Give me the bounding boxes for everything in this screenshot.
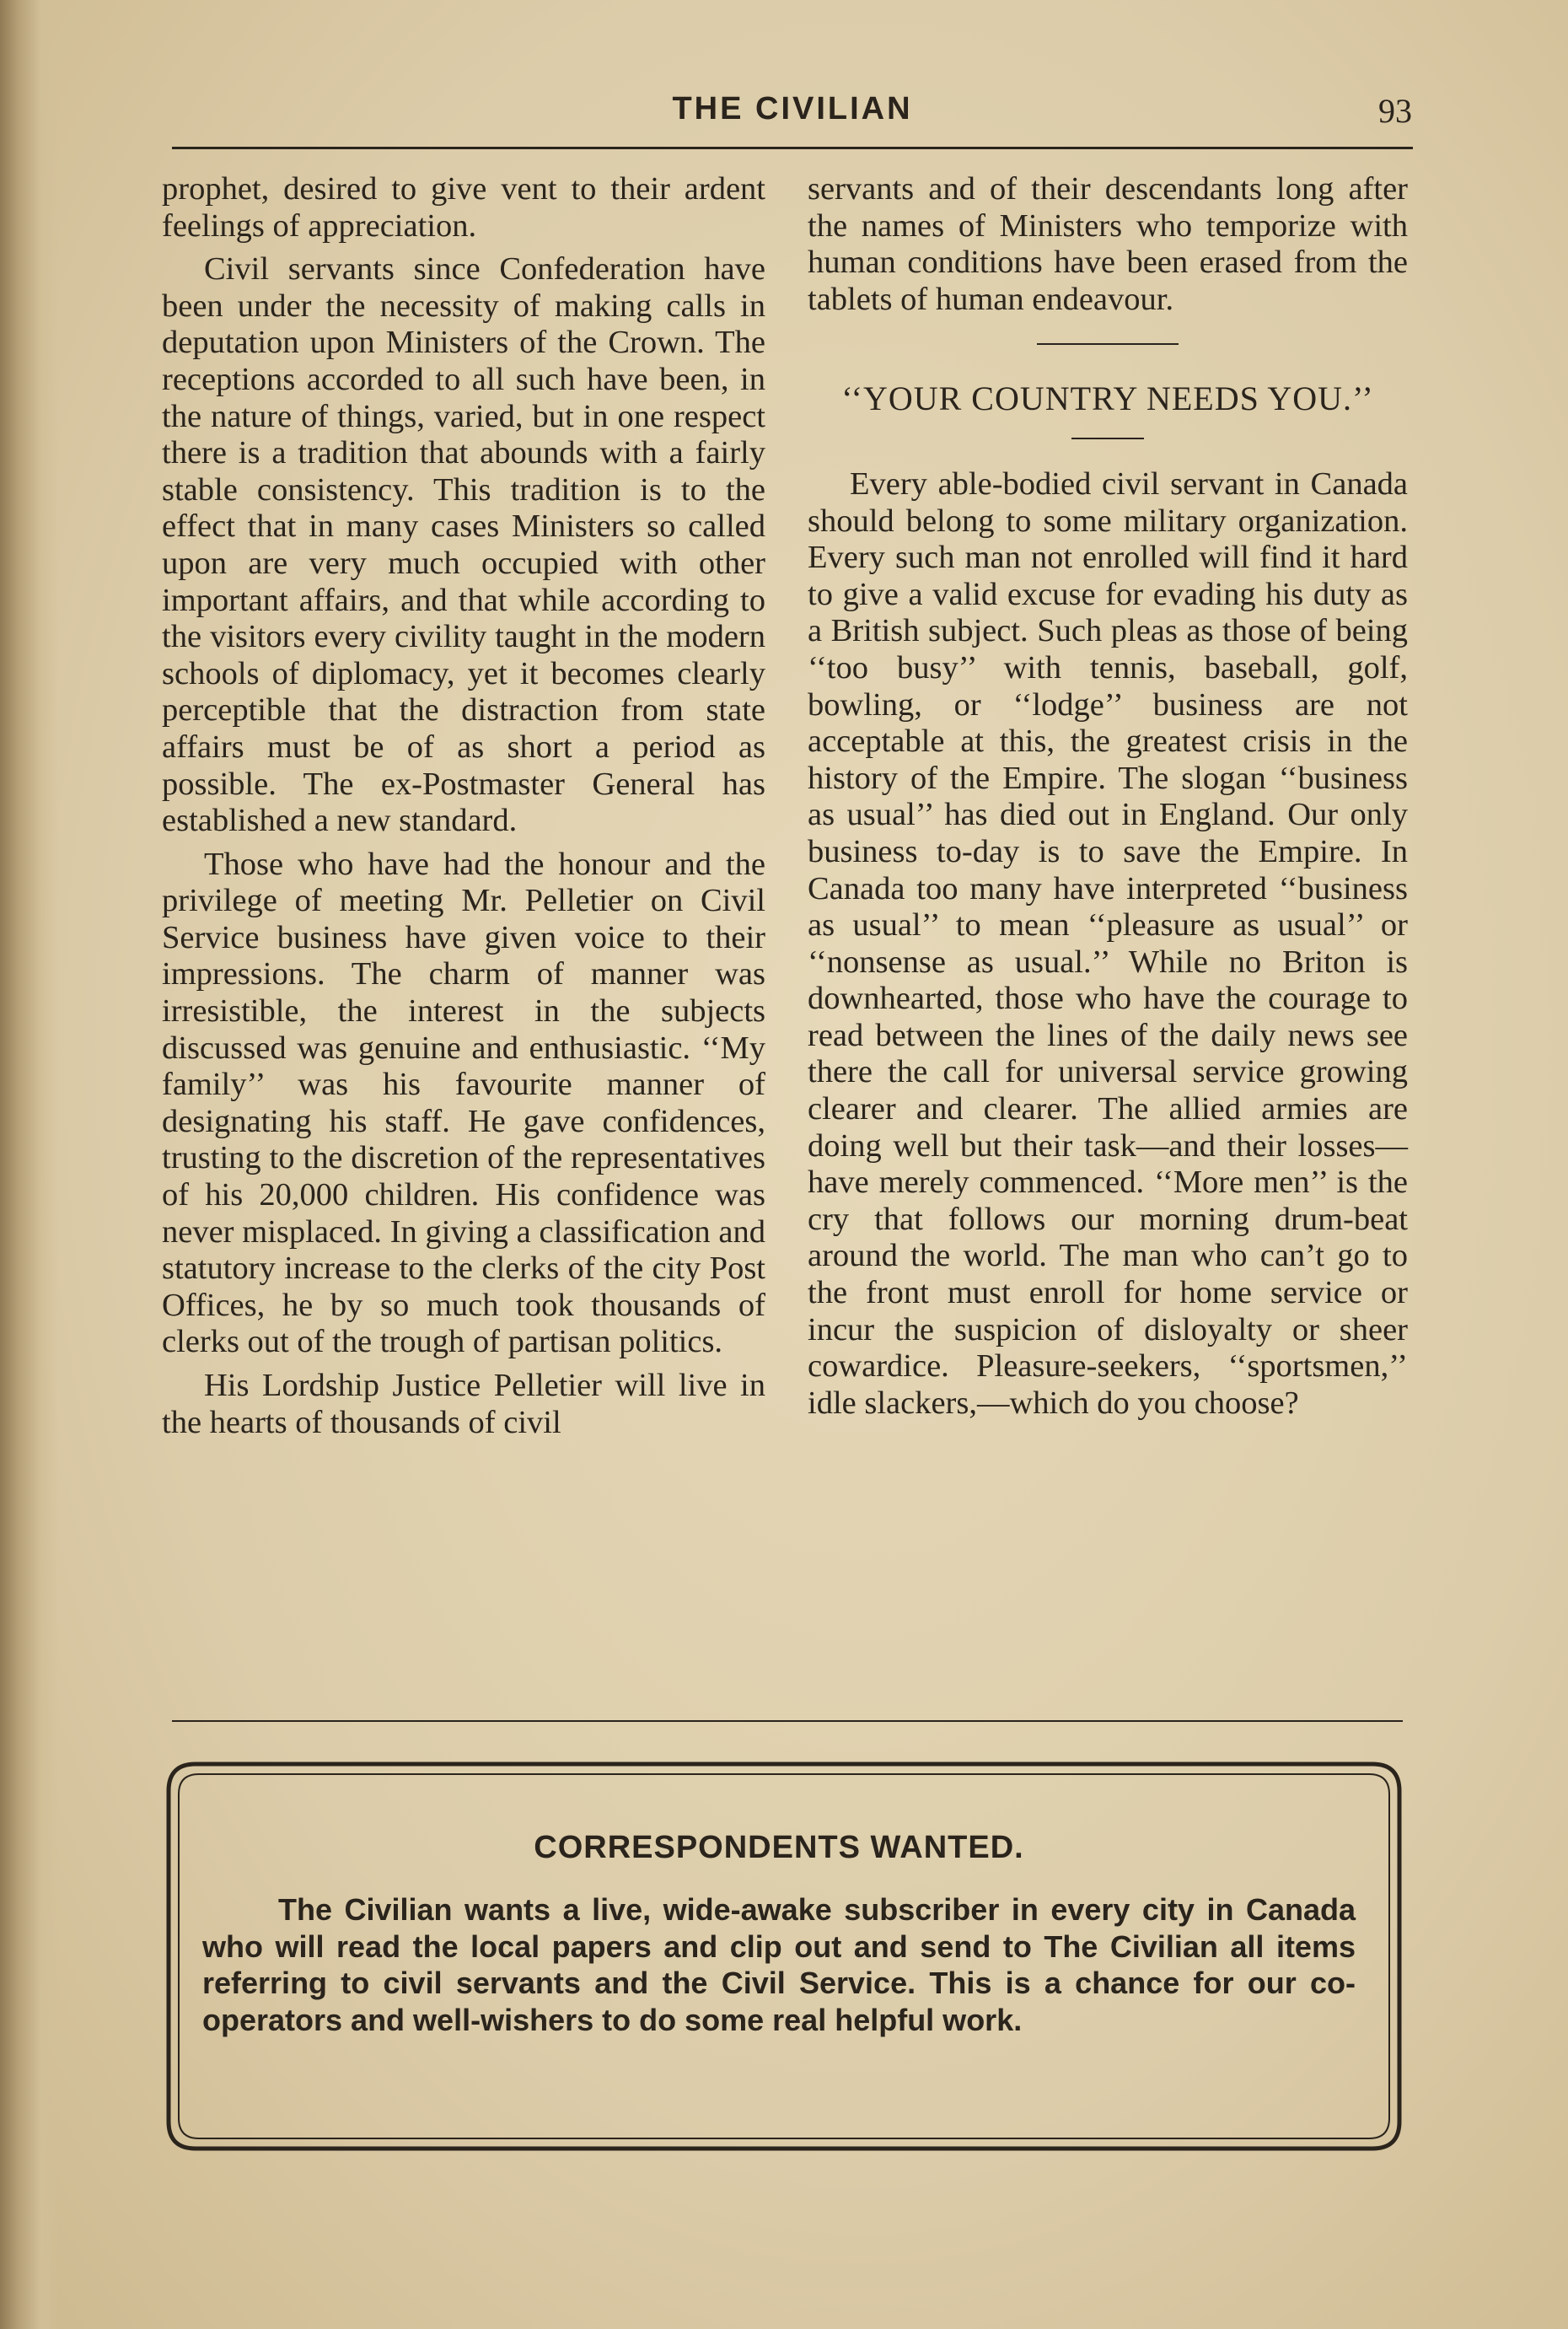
notice-heading: CORRESPONDENTS WANTED. — [534, 1830, 1024, 1865]
columns-bottom-rule — [172, 1720, 1403, 1722]
binding-gutter — [0, 0, 59, 2329]
page-number: 93 — [1378, 92, 1412, 130]
header-rule — [172, 147, 1413, 149]
section-divider-bottom — [1071, 438, 1144, 439]
section-title: ‘‘YOUR COUNTRY NEEDS YOU.’’ — [841, 379, 1374, 418]
right-column — [808, 171, 1408, 1422]
right-continuation-paragraph: servants and of their descendants long after the names of Ministers who temporize with human conditions have been erased from the tablets of human endeavour. — [808, 171, 1408, 317]
left-paragraph-4: His Lordship Justice Pelletier will live in the hearts of thousands of civil — [162, 1368, 765, 1440]
running-header-title: THE CIVILIAN — [672, 91, 913, 126]
notice-box — [202, 1830, 1356, 2038]
left-paragraph-2: Civil servants since Confederation have been under the necessity of making calls in deputation upon Ministers of the Crown. The receptions accorded to all such have been, in the nature of things, varied, but in one respect there is a tradition that abounds with a fairly stable consistency. This tradition is to the effect that in many cases Ministers so called upon are very much occupied with other important affairs, and that while according to the visitors every civility taught in the modern schools of diplomacy, yet it becomes clearly perceptible that the distraction from state affairs must be of as short a period as possible. The ex-Postmaster General has established a new standard. — [162, 251, 765, 839]
section-divider-top — [1037, 343, 1179, 345]
left-column — [162, 171, 765, 1441]
notice-body: The Civilian wants a live, wide-awake subscriber in every city in Canada who will read the local papers and clip out and send to The Civilian all items referring to civil servants and the Civil Service. This is a chance for our co-operators and well-wishers to do some real helpful work. — [202, 1892, 1356, 2037]
left-paragraph-3: Those who have had the honour and the privilege of meeting Mr. Pelletier on Civil Service business have given voice to their impressions. The charm of manner was irresistible, the interest in the subjects discussed was genuine and enthusiastic. ‘‘My family’’ was his favourite manner of designating his staff. He gave confidences, trusting to the discretion of the representatives of his 20,000 children. His confidence was never misplaced. In giving a classification and statutory increase to the clerks of the city Post Offices, he by so much took thousands of clerks out of the trough of partisan politics. — [162, 846, 765, 1360]
left-paragraph-1: prophet, desired to give vent to their ardent feelings of appreciation. — [162, 171, 765, 244]
section-body-paragraph: Every able-bodied civil servant in Canada should belong to some military organization. Every such man not enrolled will find it hard to give a valid excuse for evading his duty as a British subject. Such pleas as those of being ‘‘too busy’’ with tennis, baseball, golf, bowling, or ‘‘lodge’’ business are not acceptable at this, the greatest crisis in the history of the Empire. The slogan ‘‘business as usual’’ has died out in England. Our only business to-day is to save the Empire. In Canada too many have interpreted ‘‘business as usual’’ to mean ‘‘pleasure as usual’’ or ‘‘nonsense as usual.’’ While no Briton is downhearted, those who have the courage to read between the lines of the daily news see there the call for universal service growing clearer and clearer. The allied armies are doing well but their task—and their losses—have merely commenced. ‘‘More men’’ is the cry that follows our morning drum-beat around the world. The man who can’t go to the front must enroll for home service or incur the suspicion of disloyalty or sheer cowardice. Pleasure-seekers, ‘‘sportsmen,’’ idle slackers,—which do you choose? — [808, 465, 1408, 1421]
